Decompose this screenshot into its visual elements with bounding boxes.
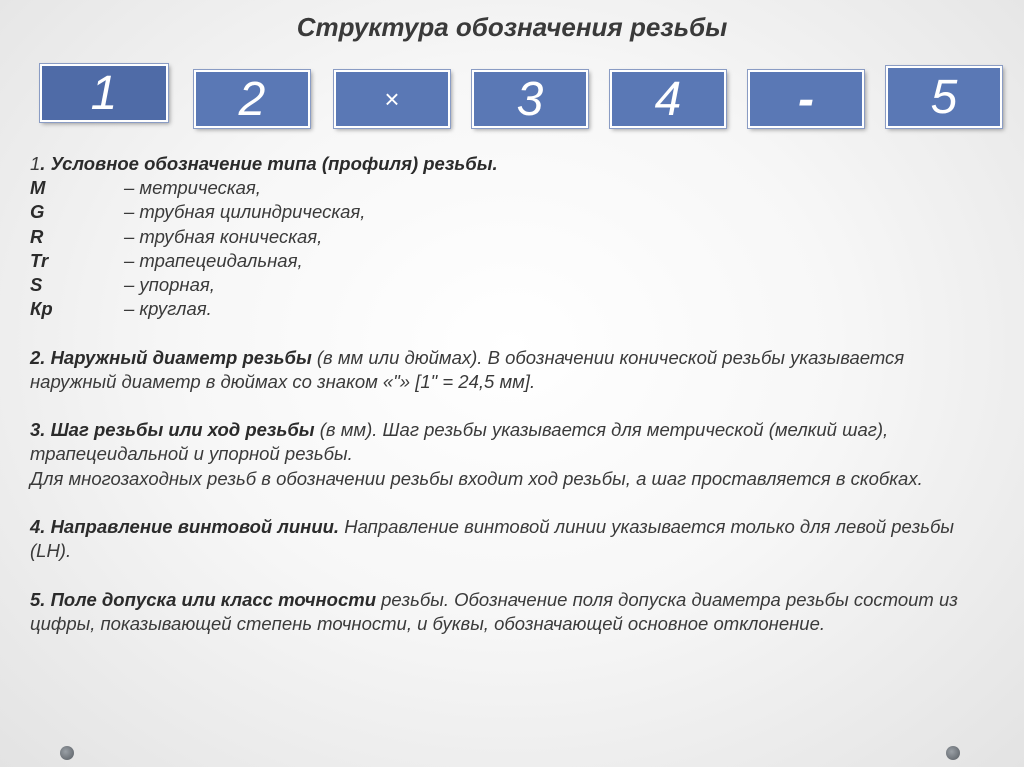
section-2-bold: 2. Наружный диаметр резьбы	[30, 346, 312, 368]
thread-type-row	[30, 297, 990, 321]
thread-type-row	[30, 249, 990, 273]
thread-type-desc: – круглая.	[124, 298, 212, 320]
thread-type-row	[30, 273, 990, 297]
designation-box-times: ×	[334, 70, 450, 128]
corner-dot-right	[946, 746, 960, 760]
section-5-text: резьбы. Обозначение поля допуска диаметра резьбы состоит из цифры, показывающей степень точности, и буквы, обозначающей основное отклонение.	[30, 588, 958, 634]
section-4	[30, 515, 990, 563]
section-1-heading	[30, 152, 990, 176]
section-1-number: 1	[30, 153, 41, 174]
section-3-text: (в мм). Шаг резьбы указывается для метрической (мелкий шаг), трапецеидальной и упорной резьбы.	[30, 419, 889, 465]
spacer	[30, 563, 990, 587]
section-4-text: Направление винтовой линии указывается только для левой резьбы (LH).	[30, 516, 954, 562]
thread-type-desc: – упорная,	[124, 274, 215, 296]
slide-title: Структура обозначения резьбы	[296, 12, 728, 42]
section-3-line2: Для многозаходных резьб в обозначении резьбы входит ход резьбы, а шаг проставляется в скобках.	[30, 467, 923, 489]
thread-type-code: R	[30, 225, 44, 247]
thread-type-desc: – трапецеидальная,	[124, 249, 303, 271]
spacer	[30, 394, 990, 418]
designation-boxes	[40, 62, 1000, 132]
section-3-bold: 3. Шаг резьбы или ход резьбы	[30, 419, 315, 441]
section-5	[30, 588, 990, 636]
thread-type-code: M	[30, 177, 46, 199]
section-2-text: (в мм или дюймах). В обозначении конической резьбы указывается наружный диаметр в дюймах со знаком «"» [1" = 24,5 мм].	[30, 346, 905, 392]
section-3	[30, 418, 990, 466]
content	[30, 152, 990, 636]
thread-type-code: Кр	[30, 298, 53, 320]
spacer	[30, 321, 990, 345]
thread-type-row	[30, 176, 990, 200]
designation-box-2: 2	[194, 70, 310, 128]
designation-box-dash: -	[748, 70, 864, 128]
thread-type-desc: – трубная цилиндрическая,	[124, 201, 366, 223]
thread-type-row	[30, 200, 990, 224]
designation-box-3: 3	[472, 70, 588, 128]
section-2	[30, 346, 990, 394]
section-4-bold: 4. Направление винтовой линии.	[30, 516, 340, 537]
corner-dot-left	[60, 746, 74, 760]
section-5-bold: 5. Поле допуска или класс точности	[30, 588, 376, 610]
designation-box-4: 4	[610, 70, 726, 128]
thread-type-code: Tr	[30, 249, 49, 271]
thread-type-desc: – трубная коническая,	[124, 225, 323, 247]
designation-box-1: 1	[40, 64, 168, 122]
thread-type-code: S	[30, 274, 43, 296]
thread-type-code: G	[30, 201, 45, 223]
thread-type-desc: – метрическая,	[124, 177, 261, 199]
designation-box-5: 5	[886, 66, 1002, 128]
spacer	[30, 491, 990, 515]
section-1-heading-text: . Условное обозначение типа (профиля) резьбы.	[40, 153, 498, 174]
thread-type-row	[30, 225, 990, 249]
